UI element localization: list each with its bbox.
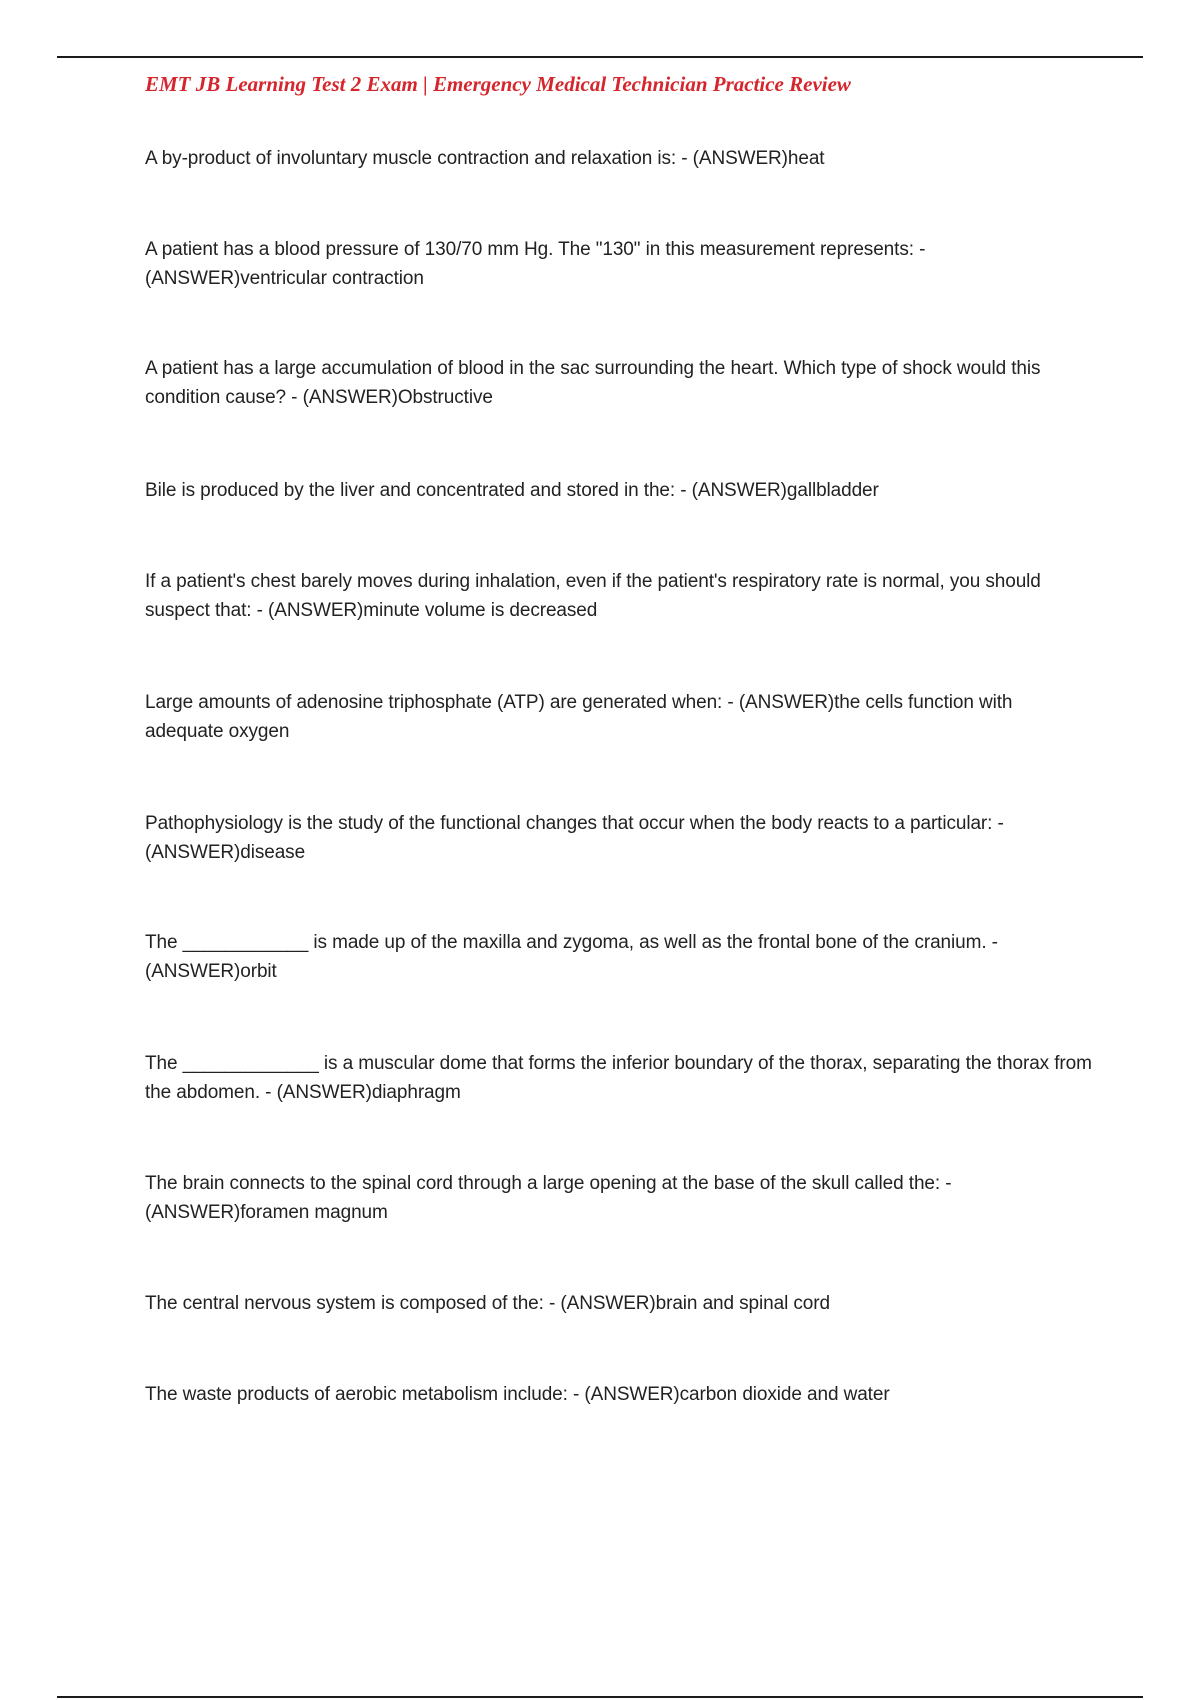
qa-item-5: If a patient's chest barely moves during inhalation, even if the patient's respiratory rate is normal, you should suspect that: - (ANSWER)minute volume is decreased xyxy=(145,571,1041,621)
top-rule xyxy=(57,56,1143,58)
qa-item-11: The central nervous system is composed of the: - (ANSWER)brain and spinal cord xyxy=(145,1293,830,1314)
bottom-rule xyxy=(57,1696,1143,1698)
document-title: EMT JB Learning Test 2 Exam | Emergency Medical Technician Practice Review xyxy=(145,72,851,96)
qa-item-6: Large amounts of adenosine triphosphate (ATP) are generated when: - (ANSWER)the cells function with adequate oxygen xyxy=(145,692,1013,742)
qa-item-12: The waste products of aerobic metabolism include: - (ANSWER)carbon dioxide and water xyxy=(145,1384,890,1405)
qa-item-2: A patient has a blood pressure of 130/70 mm Hg. The "130" in this measurement represents: - (ANSWER)ventricular contraction xyxy=(145,239,926,289)
qa-item-1: A by-product of involuntary muscle contraction and relaxation is: - (ANSWER)heat xyxy=(145,148,825,169)
qa-item-8: The ____________ is made up of the maxilla and zygoma, as well as the frontal bone of the cranium. - (ANSWER)orbit xyxy=(145,932,998,982)
qa-item-4: Bile is produced by the liver and concentrated and stored in the: - (ANSWER)gallbladder xyxy=(145,480,879,501)
qa-item-3: A patient has a large accumulation of blood in the sac surrounding the heart. Which type of shock would this condition cause? - (ANSWER)Obstructive xyxy=(145,358,1041,408)
qa-item-10: The brain connects to the spinal cord through a large opening at the base of the skull called the: - (ANSWER)foramen magnum xyxy=(145,1173,952,1223)
qa-item-9: The _____________ is a muscular dome that forms the inferior boundary of the thorax, separating the thorax from the abdomen. - (ANSWER)diaphragm xyxy=(145,1053,1092,1103)
qa-item-7: Pathophysiology is the study of the functional changes that occur when the body reacts to a particular: - (ANSWER)disease xyxy=(145,813,1004,863)
